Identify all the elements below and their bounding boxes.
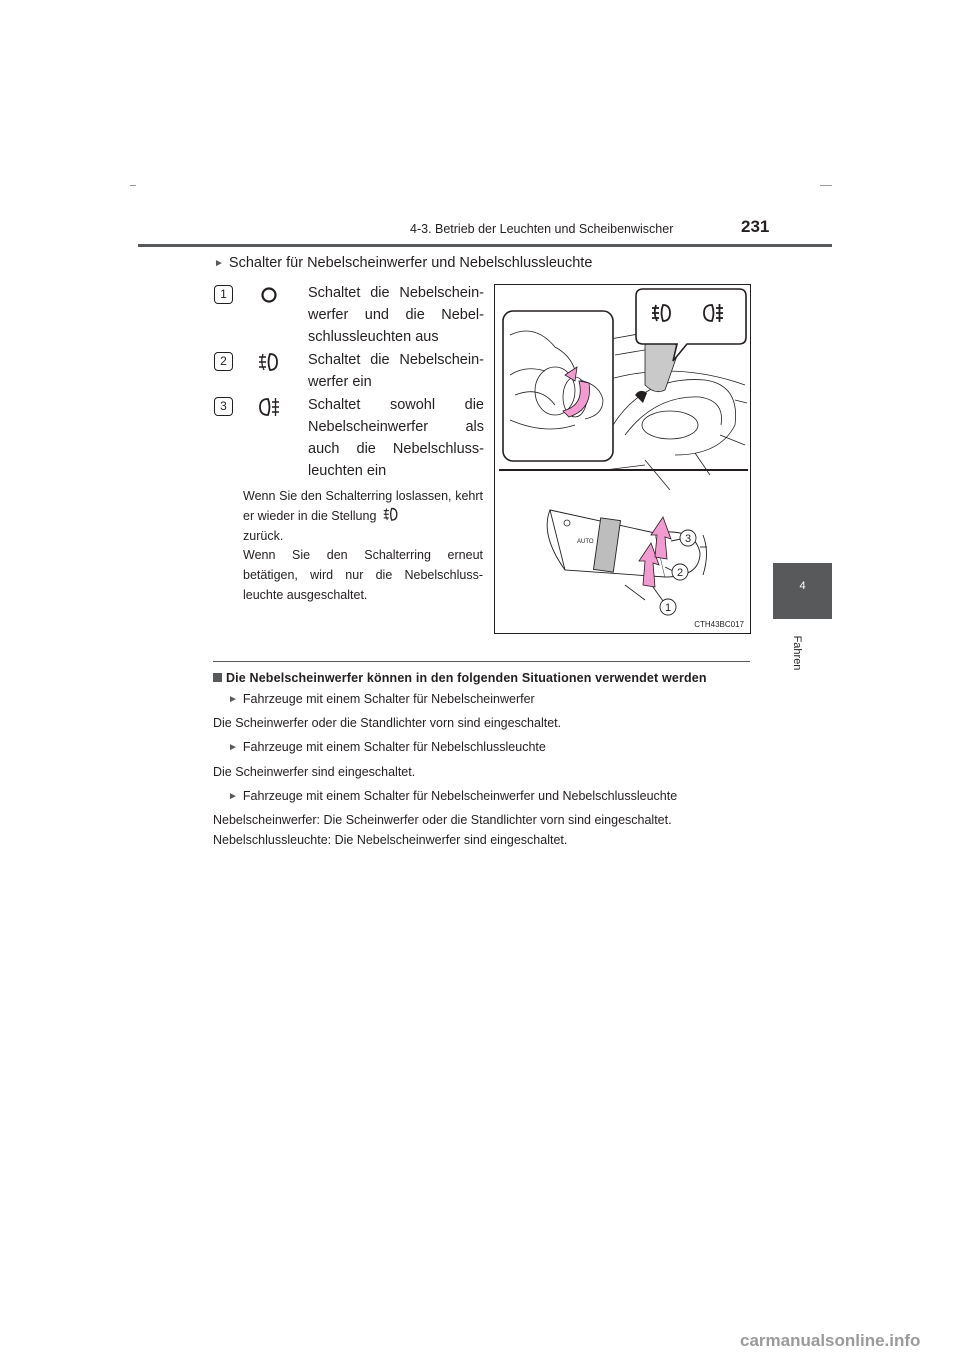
rear-fog-light-icon <box>254 397 284 419</box>
section-title-text: Schalter für Nebelscheinwerfer und Nebelschlussleuchte <box>228 255 593 271</box>
item-number: 1 <box>214 285 233 304</box>
note-release <box>243 486 483 546</box>
crop-mark-left <box>130 185 136 186</box>
note-press-again: Wenn Sie den Schalterring erneut betätigen, wird nur die Nebelschluss-leuchte ausgeschaltet. <box>243 548 483 602</box>
note-text: Wenn Sie den Schalterring loslassen, kehrt er wieder in die Stellung <box>243 489 483 523</box>
note-text: zurück. <box>243 529 284 543</box>
case-title-text: Fahrzeuge mit einem Schalter für Nebelscheinwerfer und Nebelschlussleuchte <box>242 789 678 803</box>
bullet-arrow-icon: ► <box>228 742 238 753</box>
case-1-text: Die Scheinwerfer oder die Standlichter vorn sind eingeschaltet. <box>213 716 562 730</box>
switch-illustration <box>494 284 751 634</box>
page-number: 231 <box>741 217 770 236</box>
item-number: 2 <box>214 352 233 371</box>
item-text: Schaltet die Nebelschein-werfer und die Nebel-schlussleuchten aus <box>308 285 484 345</box>
case-1-title <box>228 692 535 706</box>
square-bullet-icon <box>213 673 222 682</box>
case-3-title <box>228 789 677 803</box>
chapter-tab <box>773 563 832 619</box>
case-title-text: Fahrzeuge mit einem Schalter für Nebelscheinwerfer <box>242 692 535 706</box>
item-text: Schaltet die Nebelschein-werfer ein <box>308 352 484 390</box>
case-3-text <box>213 810 672 850</box>
info-heading-text: Die Nebelscheinwerfer können in den folgenden Situationen verwendet werden <box>226 671 707 685</box>
bullet-arrow-icon: ► <box>214 258 224 269</box>
section-divider <box>213 661 750 662</box>
callout-3: 3 <box>684 533 692 545</box>
item-text: Schaltet sowohl die Nebelscheinwerfer als auch die Nebelschluss-leuchten ein <box>308 397 484 479</box>
case-2-title <box>228 740 546 754</box>
bullet-arrow-icon: ► <box>228 694 238 705</box>
chapter-label <box>790 628 804 678</box>
front-fog-light-icon <box>254 352 284 374</box>
header-rule <box>138 244 832 247</box>
figure-code: CTH43BC017 <box>694 620 744 629</box>
case-2-text: Die Scheinwerfer sind eingeschaltet. <box>213 765 416 779</box>
bullet-arrow-icon: ► <box>228 791 238 802</box>
case-3-text-line1: Nebelscheinwerfer: Die Scheinwerfer oder die Standlichter vorn sind eingeschaltet. <box>213 813 672 827</box>
fog-lights-off-icon <box>254 285 284 307</box>
callout-2: 2 <box>676 567 684 579</box>
illustration-drawing <box>495 285 751 634</box>
info-heading <box>213 671 707 685</box>
chapter-label-text: Fahren <box>791 635 803 671</box>
watermark: carmanualsonline.info <box>740 1331 921 1350</box>
callout-1: 1 <box>664 602 672 614</box>
case-3-text-line2: Nebelschlussleuchte: Die Nebelscheinwerfer sind eingeschaltet. <box>213 833 568 847</box>
stalk-auto-label: AUTO <box>577 539 594 545</box>
front-fog-light-icon <box>380 507 402 523</box>
item-number: 3 <box>214 397 233 416</box>
case-title-text: Fahrzeuge mit einem Schalter für Nebelschlussleuchte <box>242 740 546 754</box>
crop-mark-right <box>820 185 832 186</box>
section-title <box>214 255 592 271</box>
chapter-number: 4 <box>799 580 806 592</box>
header-section-title: 4-3. Betrieb der Leuchten und Scheibenwischer <box>410 222 674 236</box>
